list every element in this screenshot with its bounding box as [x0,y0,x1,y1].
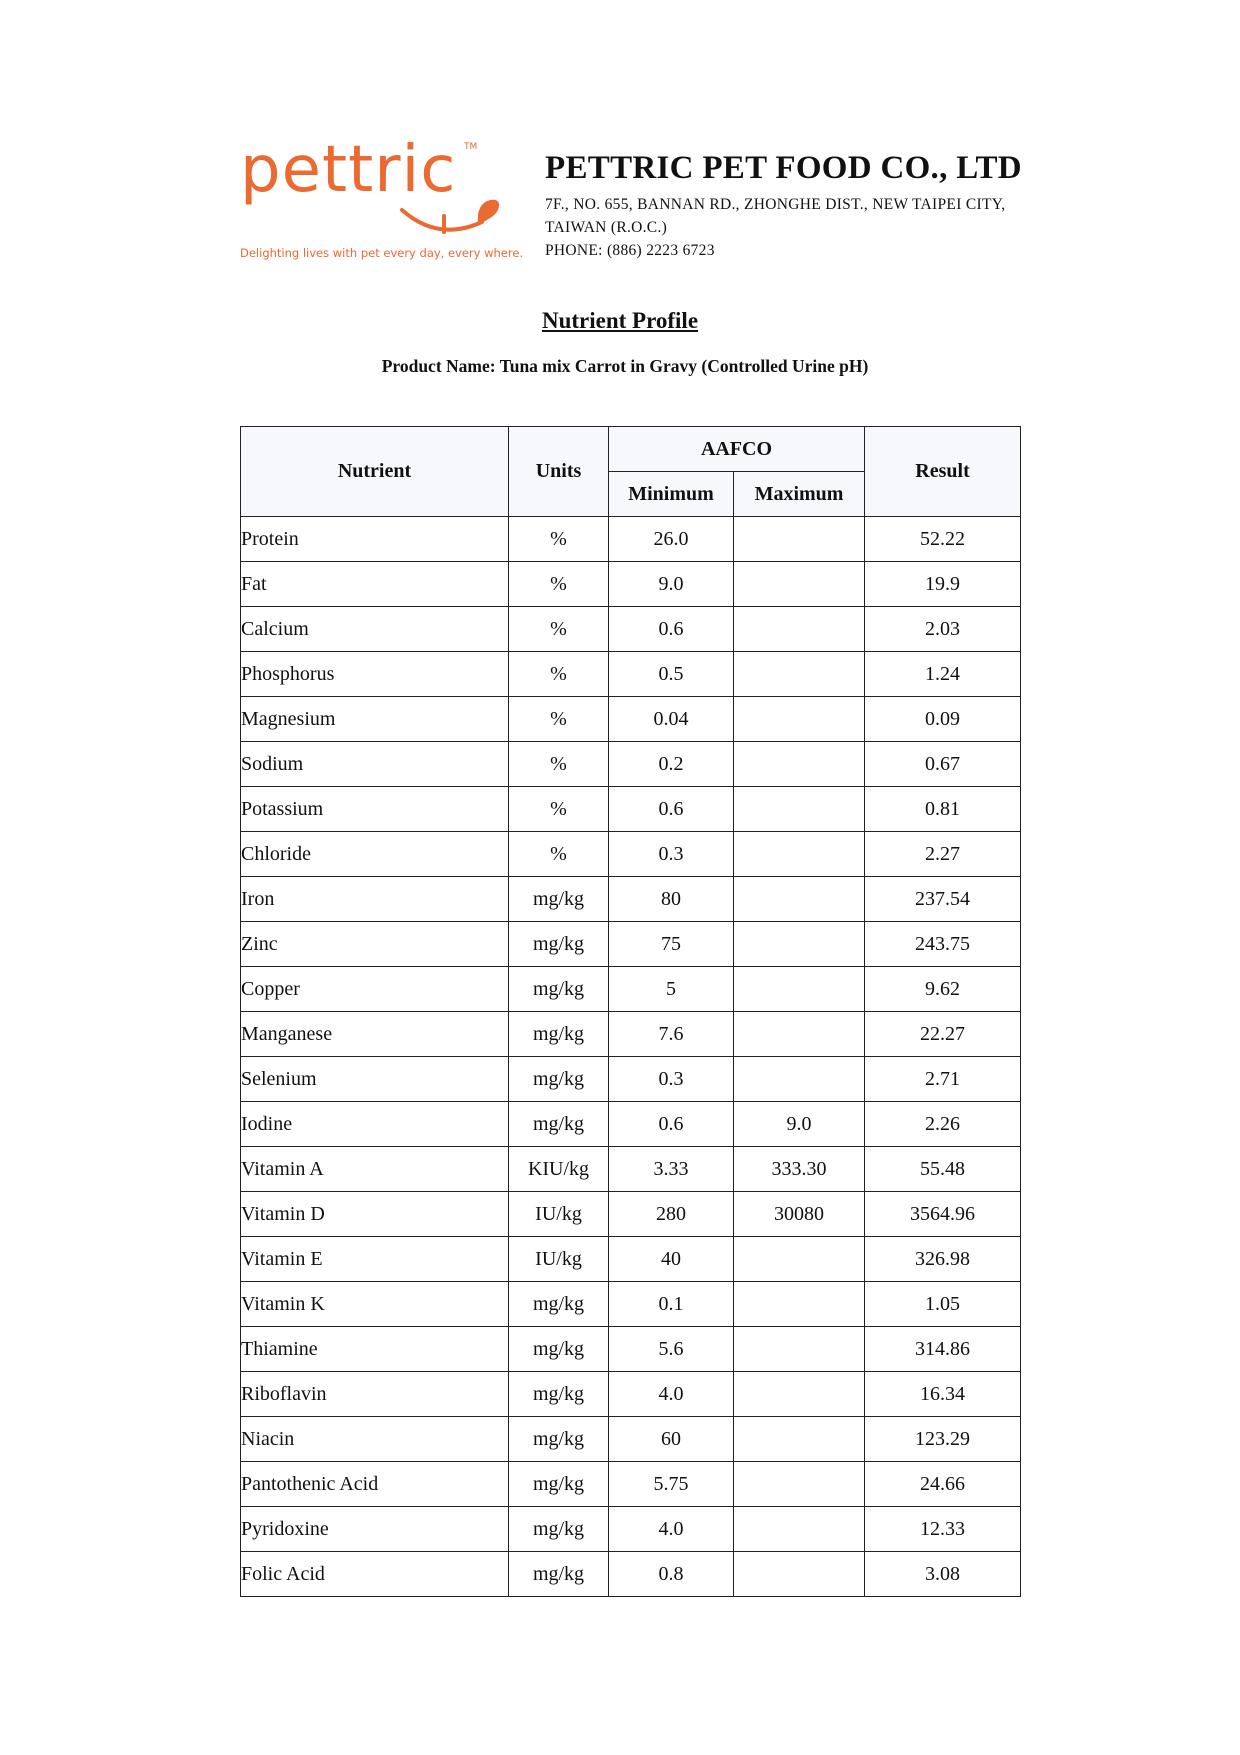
cell-minimum: 5.6 [609,1327,734,1372]
cell-nutrient: Sodium [241,742,509,787]
cell-result: 0.81 [865,787,1021,832]
cell-minimum: 0.6 [609,787,734,832]
cell-minimum: 26.0 [609,517,734,562]
cell-minimum: 80 [609,877,734,922]
table-row [241,1552,1021,1597]
table-row [241,607,1021,652]
smile-tongue-icon [398,180,508,250]
cell-maximum [734,922,865,967]
cell-result: 3.08 [865,1552,1021,1597]
cell-minimum: 40 [609,1237,734,1282]
company-address-line1: 7F., NO. 655, BANNAN RD., ZHONGHE DIST., NEW TAIPEI CITY, [545,196,1006,213]
table-row [241,1282,1021,1327]
cell-units: mg/kg [509,1012,609,1057]
cell-maximum [734,832,865,877]
table-row [241,1057,1021,1102]
cell-minimum: 280 [609,1192,734,1237]
cell-result: 12.33 [865,1507,1021,1552]
cell-nutrient: Thiamine [241,1327,509,1372]
cell-maximum: 9.0 [734,1102,865,1147]
cell-nutrient: Protein [241,517,509,562]
cell-units: mg/kg [509,1327,609,1372]
cell-nutrient: Vitamin D [241,1192,509,1237]
table-row [241,562,1021,607]
table-row [241,832,1021,877]
cell-units: % [509,742,609,787]
cell-units: IU/kg [509,1237,609,1282]
cell-result: 3564.96 [865,1192,1021,1237]
cell-minimum: 0.3 [609,832,734,877]
cell-nutrient: Chloride [241,832,509,877]
cell-units: % [509,607,609,652]
cell-result: 0.09 [865,697,1021,742]
cell-nutrient: Calcium [241,607,509,652]
cell-minimum: 0.8 [609,1552,734,1597]
header-result: Result [865,427,1021,517]
cell-maximum [734,1462,865,1507]
cell-minimum: 0.3 [609,1057,734,1102]
cell-maximum [734,1012,865,1057]
cell-units: mg/kg [509,1057,609,1102]
cell-nutrient: Magnesium [241,697,509,742]
cell-nutrient: Iron [241,877,509,922]
table-body [241,517,1021,1597]
cell-maximum [734,1327,865,1372]
header-nutrient: Nutrient [241,427,509,517]
cell-maximum [734,787,865,832]
cell-nutrient: Pantothenic Acid [241,1462,509,1507]
cell-units: mg/kg [509,1282,609,1327]
cell-result: 2.03 [865,607,1021,652]
cell-nutrient: Folic Acid [241,1552,509,1597]
cell-units: mg/kg [509,967,609,1012]
table-row [241,1012,1021,1057]
cell-minimum: 4.0 [609,1372,734,1417]
company-name: PETTRIC PET FOOD CO., LTD [545,150,1022,186]
table-row [241,742,1021,787]
cell-minimum: 9.0 [609,562,734,607]
cell-minimum: 0.5 [609,652,734,697]
header-units: Units [509,427,609,517]
cell-minimum: 0.2 [609,742,734,787]
cell-nutrient: Selenium [241,1057,509,1102]
logo-tagline: Delighting lives with pet every day, every where. [240,246,524,260]
cell-minimum: 0.6 [609,607,734,652]
cell-maximum [734,967,865,1012]
cell-minimum: 7.6 [609,1012,734,1057]
cell-result: 243.75 [865,922,1021,967]
trademark-symbol: TM [464,142,478,152]
cell-units: mg/kg [509,877,609,922]
table-row [241,1237,1021,1282]
cell-result: 16.34 [865,1372,1021,1417]
cell-units: mg/kg [509,1372,609,1417]
cell-nutrient: Phosphorus [241,652,509,697]
cell-nutrient: Fat [241,562,509,607]
table-row [241,652,1021,697]
cell-result: 314.86 [865,1327,1021,1372]
cell-maximum [734,697,865,742]
cell-result: 0.67 [865,742,1021,787]
header-minimum: Minimum [609,472,734,517]
product-name: Product Name: Tuna mix Carrot in Gravy (Controlled Urine pH) [381,356,869,376]
cell-units: mg/kg [509,1102,609,1147]
table-row [241,922,1021,967]
cell-maximum [734,517,865,562]
cell-result: 1.05 [865,1282,1021,1327]
cell-result: 19.9 [865,562,1021,607]
cell-maximum: 30080 [734,1192,865,1237]
cell-units: mg/kg [509,922,609,967]
cell-units: mg/kg [509,1507,609,1552]
cell-maximum [734,742,865,787]
cell-result: 55.48 [865,1147,1021,1192]
header-aafco: AAFCO [609,427,865,472]
cell-units: KIU/kg [509,1147,609,1192]
company-address-line2: TAIWAN (R.O.C.) [545,219,668,236]
header-maximum: Maximum [734,472,865,517]
cell-maximum [734,1282,865,1327]
cell-minimum: 0.04 [609,697,734,742]
cell-maximum [734,1552,865,1597]
cell-nutrient: Vitamin A [241,1147,509,1192]
cell-units: mg/kg [509,1417,609,1462]
table-row [241,1147,1021,1192]
cell-minimum: 75 [609,922,734,967]
cell-units: % [509,517,609,562]
cell-units: % [509,787,609,832]
cell-result: 237.54 [865,877,1021,922]
cell-result: 1.24 [865,652,1021,697]
cell-result: 2.26 [865,1102,1021,1147]
company-header [545,152,1022,262]
cell-result: 2.71 [865,1057,1021,1102]
cell-nutrient: Pyridoxine [241,1507,509,1552]
cell-result: 22.27 [865,1012,1021,1057]
table-row [241,1192,1021,1237]
cell-maximum [734,1417,865,1462]
cell-units: % [509,652,609,697]
cell-units: IU/kg [509,1192,609,1237]
cell-maximum [734,877,865,922]
cell-result: 9.62 [865,967,1021,1012]
cell-maximum [734,652,865,697]
logo-wordmark: pettric [240,133,457,207]
table-row [241,517,1021,562]
cell-result: 52.22 [865,517,1021,562]
cell-minimum: 60 [609,1417,734,1462]
cell-minimum: 4.0 [609,1507,734,1552]
cell-minimum: 5 [609,967,734,1012]
table-row [241,1327,1021,1372]
company-logo [238,133,528,268]
cell-minimum: 3.33 [609,1147,734,1192]
cell-maximum [734,1057,865,1102]
cell-minimum: 0.1 [609,1282,734,1327]
cell-nutrient: Vitamin E [241,1237,509,1282]
nutrient-profile-table [240,426,1021,1597]
cell-units: % [509,697,609,742]
cell-nutrient: Vitamin K [241,1282,509,1327]
table-row [241,697,1021,742]
company-phone: PHONE: (886) 2223 6723 [545,242,715,259]
table-row [241,1417,1021,1462]
cell-maximum [734,1237,865,1282]
cell-maximum: 333.30 [734,1147,865,1192]
cell-result: 326.98 [865,1237,1021,1282]
cell-units: % [509,832,609,877]
cell-maximum [734,1372,865,1417]
cell-result: 2.27 [865,832,1021,877]
cell-result: 24.66 [865,1462,1021,1507]
table-row [241,787,1021,832]
document-title: Nutrient Profile [541,308,699,333]
cell-units: % [509,562,609,607]
cell-nutrient: Potassium [241,787,509,832]
cell-minimum: 5.75 [609,1462,734,1507]
table-row [241,967,1021,1012]
cell-units: mg/kg [509,1552,609,1597]
cell-nutrient: Zinc [241,922,509,967]
cell-nutrient: Copper [241,967,509,1012]
cell-maximum [734,562,865,607]
cell-nutrient: Niacin [241,1417,509,1462]
cell-nutrient: Riboflavin [241,1372,509,1417]
table-row [241,1102,1021,1147]
cell-maximum [734,1507,865,1552]
table-row [241,877,1021,922]
table-row [241,1462,1021,1507]
cell-maximum [734,607,865,652]
cell-result: 123.29 [865,1417,1021,1462]
table-row [241,1372,1021,1417]
cell-minimum: 0.6 [609,1102,734,1147]
cell-nutrient: Manganese [241,1012,509,1057]
table-row [241,1507,1021,1552]
cell-nutrient: Iodine [241,1102,509,1147]
cell-units: mg/kg [509,1462,609,1507]
